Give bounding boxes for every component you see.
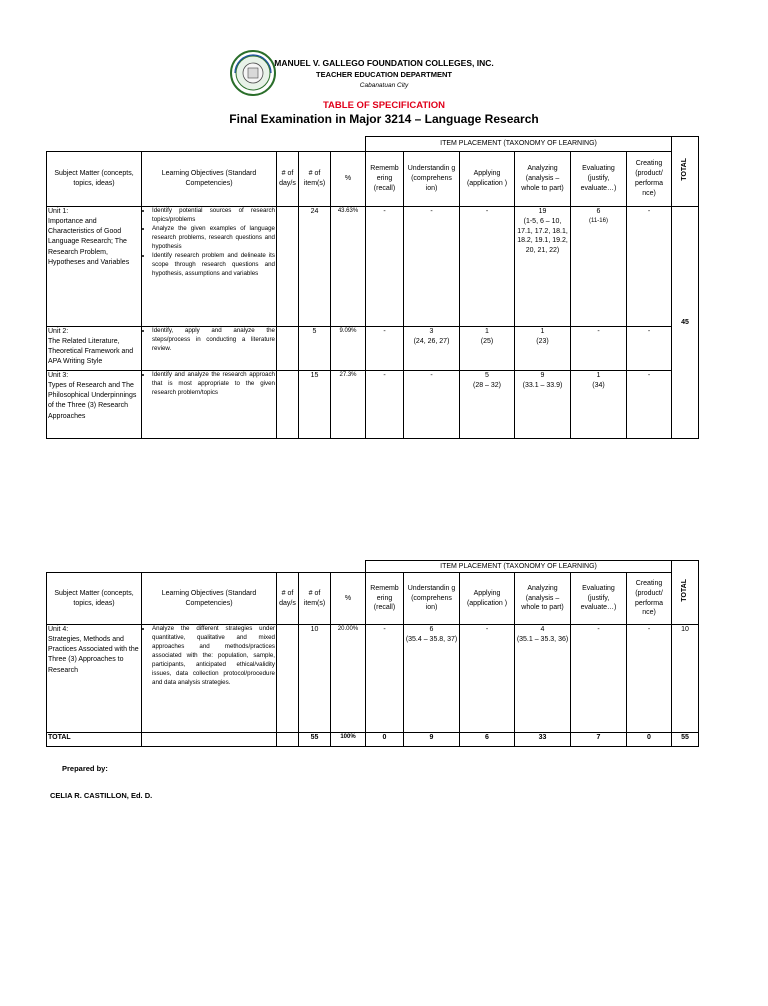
department-name: TEACHER EDUCATION DEPARTMENT (316, 70, 452, 79)
applying-cell: 1 (25) (460, 327, 515, 371)
remembering-header: Rememb ering (recall) (366, 152, 404, 207)
specification-table-2 (46, 560, 699, 747)
institution-name: MANUEL V. GALLEGO FOUNDATION COLLEGES, INC. (274, 58, 494, 68)
items-cell: 24 (299, 207, 331, 327)
objectives-cell (142, 625, 277, 733)
creating-cell: - (627, 371, 672, 439)
understanding-header: Understandin g (comprehens ion) (404, 152, 460, 207)
subject-matter-cell: Unit 4: Strategies, Methods and Practices Associated with the Three (3) Approaches to Research (47, 625, 142, 733)
days-cell (277, 207, 299, 327)
objectives-cell (142, 207, 277, 327)
table-row (47, 327, 699, 371)
document-title: TABLE OF SPECIFICATION (322, 100, 446, 111)
analyzing-header: Analyzing (analysis – whole to part) (515, 573, 571, 625)
total-column-header: TOTAL (672, 561, 699, 625)
totals-applying-cell: 6 (460, 733, 515, 747)
creating-cell: - (627, 625, 672, 733)
totals-row (47, 733, 699, 747)
understanding-header: Understandin g (comprehens ion) (404, 573, 460, 625)
days-cell (277, 371, 299, 439)
applying-cell: - (460, 625, 515, 733)
percent-header: % (331, 152, 366, 207)
evaluating-cell: - (571, 327, 627, 371)
days-cell (277, 327, 299, 371)
applying-cell: - (460, 207, 515, 327)
items-header: # of item(s) (299, 152, 331, 207)
remembering-cell: - (366, 207, 404, 327)
totals-evaluating-cell: 7 (571, 733, 627, 747)
totals-items-cell: 55 (299, 733, 331, 747)
creating-header: Creating (product/ performa nce) (627, 152, 672, 207)
table-row (47, 625, 699, 733)
totals-label: TOTAL (47, 733, 142, 747)
item-placement-header: ITEM PLACEMENT (TAXONOMY OF LEARNING) (366, 561, 672, 573)
percent-cell: 9.09% (331, 327, 366, 371)
totals-objectives-cell (142, 733, 277, 747)
evaluating-cell: 6 (11-16) (571, 207, 627, 327)
items-cell: 10 (299, 625, 331, 733)
totals-remembering-cell: 0 (366, 733, 404, 747)
table-row (47, 371, 699, 439)
analyzing-cell: 19 (1-5, 6 – 10, 17.1, 17.2, 18.1, 18.2, 19.1, 19.2, 20, 21, 22) (515, 207, 571, 327)
total-column-header: TOTAL (672, 137, 699, 207)
evaluating-cell: - (571, 625, 627, 733)
understanding-cell: - (404, 371, 460, 439)
totals-understanding-cell: 9 (404, 733, 460, 747)
subject-matter-cell: Unit 3: Types of Research and The Philosophical Underpinnings of the Three (3) Research Approaches (47, 371, 142, 439)
days-header: # of day/s (277, 152, 299, 207)
subject-matter-header: Subject Matter (concepts, topics, ideas) (47, 573, 142, 625)
percent-cell: 20.00% (331, 625, 366, 733)
totals-analyzing-cell: 33 (515, 733, 571, 747)
remembering-cell: - (366, 327, 404, 371)
objective-item: • Identify and analyze the research approach that is most appropriate to the given research problem/topics (152, 371, 275, 398)
objective-item: • Analyze the different strategies under quantitative, qualitative and mixed approaches and methods/practices associated with the: population, sample, participants, anticipated ethical/validity issues, data collection protocol/procedure and data analysis strategies. (152, 625, 275, 688)
table-row (47, 207, 699, 327)
understanding-cell: - (404, 207, 460, 327)
understanding-cell: 6 (35.4 – 35.8, 37) (404, 625, 460, 733)
remembering-cell: - (366, 625, 404, 733)
creating-cell: - (627, 327, 672, 371)
remembering-cell: - (366, 371, 404, 439)
objectives-header: Learning Objectives (Standard Competencies) (142, 152, 277, 207)
objective-item: • Identify, apply and analyze the steps/process in conducting a literature review. (152, 327, 275, 354)
applying-header: Applying (application ) (460, 573, 515, 625)
applying-header: Applying (application ) (460, 152, 515, 207)
objective-item: • Identify research problem and delineate its scope through research questions and hypothesis, assumptions and variables (152, 252, 275, 279)
percent-header: % (331, 573, 366, 625)
signatory-name: CELIA R. CASTILLON, Ed. D. (50, 791, 153, 800)
days-header: # of day/s (277, 573, 299, 625)
total-cell: 10 (672, 625, 699, 733)
percent-cell: 43.63% (331, 207, 366, 327)
prepared-by-label: Prepared by: (62, 764, 108, 773)
objectives-header: Learning Objectives (Standard Competencies) (142, 573, 277, 625)
objective-item: • Analyze the given examples of language research problems, research questions and hypothesis (152, 225, 275, 252)
item-placement-header: ITEM PLACEMENT (TAXONOMY OF LEARNING) (366, 137, 672, 152)
subject-matter-header: Subject Matter (concepts, topics, ideas) (47, 152, 142, 207)
items-cell: 15 (299, 371, 331, 439)
items-header: # of item(s) (299, 573, 331, 625)
analyzing-cell: 9 (33.1 – 33.9) (515, 371, 571, 439)
totals-creating-cell: 0 (627, 733, 672, 747)
evaluating-header: Evaluating (justify, evaluate…) (571, 573, 627, 625)
evaluating-cell: 1 (34) (571, 371, 627, 439)
totals-total-cell: 55 (672, 733, 699, 747)
objective-item: • Identify potential sources of research topics/problems (152, 207, 275, 225)
creating-header: Creating (product/ performa nce) (627, 573, 672, 625)
items-cell: 5 (299, 327, 331, 371)
remembering-header: Rememb ering (recall) (366, 573, 404, 625)
objectives-cell (142, 371, 277, 439)
totals-days-cell (277, 733, 299, 747)
applying-cell: 5 (28 – 32) (460, 371, 515, 439)
analyzing-cell: 4 (35.1 – 35.3, 36) (515, 625, 571, 733)
days-cell (277, 625, 299, 733)
exam-title: Final Examination in Major 3214 – Language Research (229, 112, 539, 126)
analyzing-cell: 1 (23) (515, 327, 571, 371)
subject-matter-cell: Unit 2: The Related Literature, Theoretical Framework and APA Writing Style (47, 327, 142, 371)
totals-percent-cell: 100% (331, 733, 366, 747)
creating-cell: - (627, 207, 672, 327)
subject-matter-cell: Unit 1: Importance and Characteristics of Good Language Research; The Research Problem, Hypotheses and Variables (47, 207, 142, 327)
total-cell: 45 (672, 207, 699, 439)
analyzing-header: Analyzing (analysis – whole to part) (515, 152, 571, 207)
evaluating-header: Evaluating (justify, evaluate…) (571, 152, 627, 207)
percent-cell: 27.3% (331, 371, 366, 439)
objectives-cell (142, 327, 277, 371)
city-name: Cabanatuan City (359, 82, 409, 89)
specification-table-1 (46, 136, 699, 439)
understanding-cell: 3 (24, 26, 27) (404, 327, 460, 371)
